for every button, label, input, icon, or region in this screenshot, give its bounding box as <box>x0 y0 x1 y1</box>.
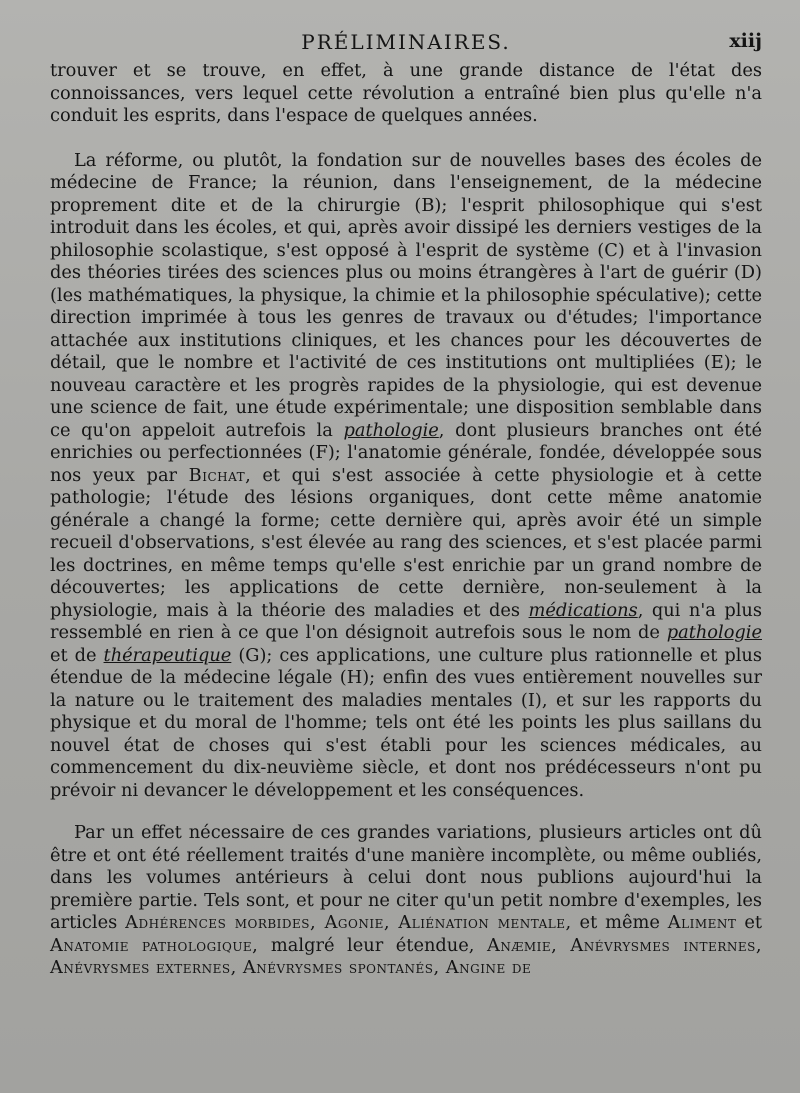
paragraph-2 <box>50 150 762 803</box>
page-number: xiij <box>729 30 762 52</box>
paragraph-3-text-c: et <box>744 912 762 933</box>
italic-term-pathologie-2: pathologie <box>666 622 762 643</box>
paragraph-gap <box>50 128 762 150</box>
paragraph-1-text: trouver et se trouve, en effet, à une grande distance de l'état des connoissances, vers lequel cette révolution a entraîné bien plus qu'elle n'a conduit les esprits, dans l'espace de quelques années. <box>50 60 762 126</box>
paragraph-2-text-b: , dont plusieurs branches ont été enrichies ou perfectionnées (F); l'anatomie générale, fondée, développée sous nos yeux par <box>50 419 762 486</box>
article-title-aliment: Aliment <box>667 912 737 933</box>
article-title-anatomie: Anatomie pathologique, <box>50 934 259 956</box>
paragraph-3-text-d: malgré leur étendue, <box>270 934 475 956</box>
italic-term-pathologie: pathologie <box>343 419 439 441</box>
paragraph-2-text-a: La réforme, ou plutôt, la fondation sur de nouvelles bases des écoles de médecine de France; la réunion, dans l'enseignement, de la médecine proprement dite et de la chirurgie (B); l'esprit philosophique qui s'est introduit dans les écoles, et qui, après avoir dissipé les derniers vestiges de la philosophie scolastique, s'est opposé à l'esprit de système (C) et à l'invasion des théories tirées des sciences plus ou moins étrangères à l'art de guérir (D) (les mathématiques, la physique, la chimie et la philosophie spéculative); cette direction imprimée à tous les genres de travaux ou d'études; l'importance attachée aux institutions cliniques, et les chances pour les découvertes de détail, que le nombre et l'activité de ces institutions ont multipliées (E); le nouveau caractère et les progrès rapides de la physiologie, qui est devenue une science de fait, une étude expérimentale; une disposition semblable dans ce qu'on appeloit autrefois la <box>50 149 762 441</box>
paragraph-3 <box>50 822 762 980</box>
italic-term-medications: médications <box>528 599 638 621</box>
italic-term-therapeutique: thérapeutique <box>103 644 232 666</box>
paragraph-3-text-b: et même <box>579 912 660 933</box>
article-titles-anevrysmes: Anæmie, Anévrysmes internes, Anévrysmes externes, Anévrysmes spontanés, Angine de <box>50 934 762 978</box>
paragraph-2-text-d: , qui n'a plus ressemblé en rien à ce que l'on désignoit autrefois sous le nom de <box>50 599 762 643</box>
page-header <box>50 30 762 60</box>
paragraph-1 <box>50 60 762 128</box>
paragraph-2-text-c: , et qui s'est associée à cette physiologie et à cette pathologie; l'étude des lésions organiques, dont cette même anatomie générale a changé la forme; cette dernière qui, après avoir été un simple recueil d'observations, s'est élevée au rang des sciences, et s'est placée parmi les doctrines, en même temps qu'elle s'est enrichie par un grand nombre de découvertes; les applications de cette dernière, non-seulement à la physiologie, mais à la théorie des maladies et des <box>50 464 763 621</box>
paragraph-2-text-f: (G); ces applications, une culture plus rationnelle et plus étendue de la médecine légale (H); enfin des vues entièrement nouvelles sur la nature ou le traitement des maladies mentales (I), et sur les rapports du physique et du moral de l'homme; tels ont été les points les plus saillans du nouvel état de choses qui s'est établi pour les sciences médicales, au commencement du dix-neuvième siècle, et dont nos prédécesseurs n'ont pu prévoir ni devancer le développement et les conséquences. <box>50 644 762 801</box>
article-titles-list: Adhérences morbides, Agonie, Aliénation mentale, <box>125 912 572 933</box>
paragraph-2-text-e: et de <box>50 644 97 666</box>
running-title: PRÉLIMINAIRES. <box>301 30 511 54</box>
paragraph-gap <box>50 802 762 822</box>
author-name-bichat: Bichat <box>188 464 246 486</box>
paragraph-3-text-a: Par un effet nécessaire de ces grandes variations, plusieurs articles ont dû être et ont été réellement traités d'une manière incomplète, ou même oubliés, dans les volumes antérieurs à celui dont nous publions aujourd'hui la première partie. Tels sont, et pour ne citer qu'un petit nombre d'exemples, les articles <box>50 822 762 933</box>
